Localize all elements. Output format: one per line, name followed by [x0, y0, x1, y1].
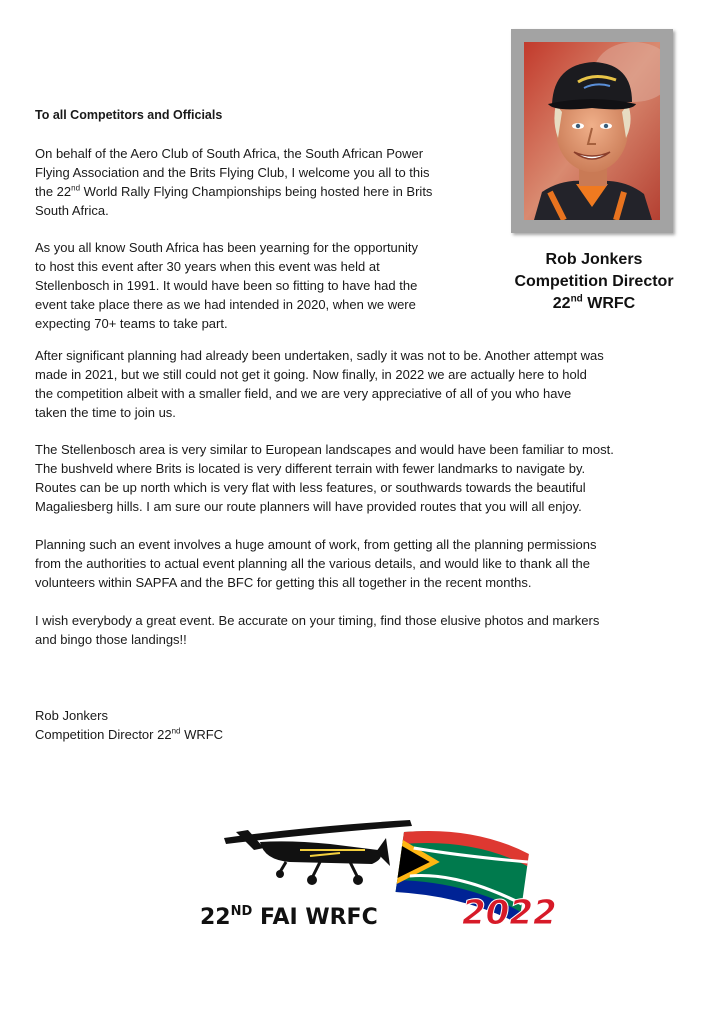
text-fragment: 22: [552, 295, 571, 312]
paragraph-wishes: [35, 611, 599, 649]
text-line: South Africa.: [35, 203, 109, 218]
superscript: nd: [171, 726, 181, 736]
photo-caption: [500, 249, 688, 315]
letter-greeting: To all Competitors and Officials: [35, 108, 223, 122]
text-line: from the authorities to actual event planning all the various details, and would like to thank all the: [35, 556, 591, 571]
paragraph-thanks: [35, 535, 597, 592]
text-fragment: the 22: [35, 184, 72, 199]
text-fragment: World Rally Flying Championships being hosted here in Brits: [80, 184, 433, 199]
text-line: The Stellenbosch area is very similar to European landscapes and would have been familiar to most.: [35, 442, 614, 457]
text-line: volunteers within SAPFA and the BFC for getting this all together in the recent months.: [35, 575, 532, 590]
text-line: Planning such an event involves a huge amount of work, from getting all the planning permissions: [35, 537, 597, 552]
caption-role: Competition Director: [514, 273, 674, 290]
text-line: The bushveld where Brits is located is very different terrain with fewer landmarks to navigate by.: [35, 461, 586, 476]
text-line: As you all know South Africa has been yearning for the opportunity: [35, 240, 419, 255]
event-logo: [200, 812, 560, 937]
text-line: made in 2021, but we still could not get it going. Now finally, in 2022 we are actually here to hold: [35, 367, 587, 382]
text-fragment: WRFC: [582, 295, 636, 312]
superscript: nd: [570, 293, 583, 305]
text-line: Flying Association and the Brits Flying Club, I welcome you all to this: [35, 165, 430, 180]
text-line: Stellenbosch in 1991. It would have been so fitting to have had the: [35, 278, 418, 293]
paragraph-terrain: [35, 440, 614, 516]
portrait-photo: [524, 42, 660, 220]
text-line: Magaliesberg hills. I am sure our route planners will have provided routes that you will all enjoy.: [35, 499, 582, 514]
superscript: nd: [71, 183, 81, 193]
text-line: Routes can be up north which is very flat with less features, or southwards towards the beautiful: [35, 480, 586, 495]
caption-name: Rob Jonkers: [545, 251, 643, 268]
text-line: expecting 70+ teams to take part.: [35, 316, 228, 331]
signature-block: [35, 706, 223, 744]
logo-text-number: 22: [200, 905, 231, 930]
text-line: On behalf of the Aero Club of South Africa, the South African Power: [35, 146, 424, 161]
text-line: event take place there as we had intended in 2020, when we were: [35, 297, 416, 312]
text-line: taken the time to join us.: [35, 405, 176, 420]
paragraph-welcome: [35, 144, 432, 220]
text-line: the competition albeit with a smaller field, and we are very appreciative of all of you who have: [35, 386, 572, 401]
signature-name: Rob Jonkers: [35, 708, 108, 723]
logo-year: 2022: [462, 893, 557, 932]
text-line: and bingo those landings!!: [35, 632, 187, 647]
text-fragment: WRFC: [180, 727, 224, 742]
paragraph-history: [35, 238, 418, 333]
airplane-with-south-african-flag-icon: [200, 812, 560, 932]
logo-text-sup: ND: [230, 904, 253, 919]
text-line: After significant planning had already been undertaken, sadly it was not to be. Another attempt was: [35, 348, 604, 363]
caption-event: [500, 293, 688, 315]
text-line: [35, 182, 432, 201]
portrait-photo-frame: [511, 29, 673, 233]
paragraph-planning: [35, 346, 604, 422]
signature-title: [35, 725, 223, 744]
logo-text-mid: FAI WRFC: [252, 905, 378, 930]
text-line: I wish everybody a great event. Be accurate on your timing, find those elusive photos and markers: [35, 613, 600, 628]
svg-text:22ND FAI WRFC: [200, 904, 378, 930]
text-fragment: Competition Director 22: [35, 727, 172, 742]
text-line: to host this event after 30 years when this event was held at: [35, 259, 380, 274]
